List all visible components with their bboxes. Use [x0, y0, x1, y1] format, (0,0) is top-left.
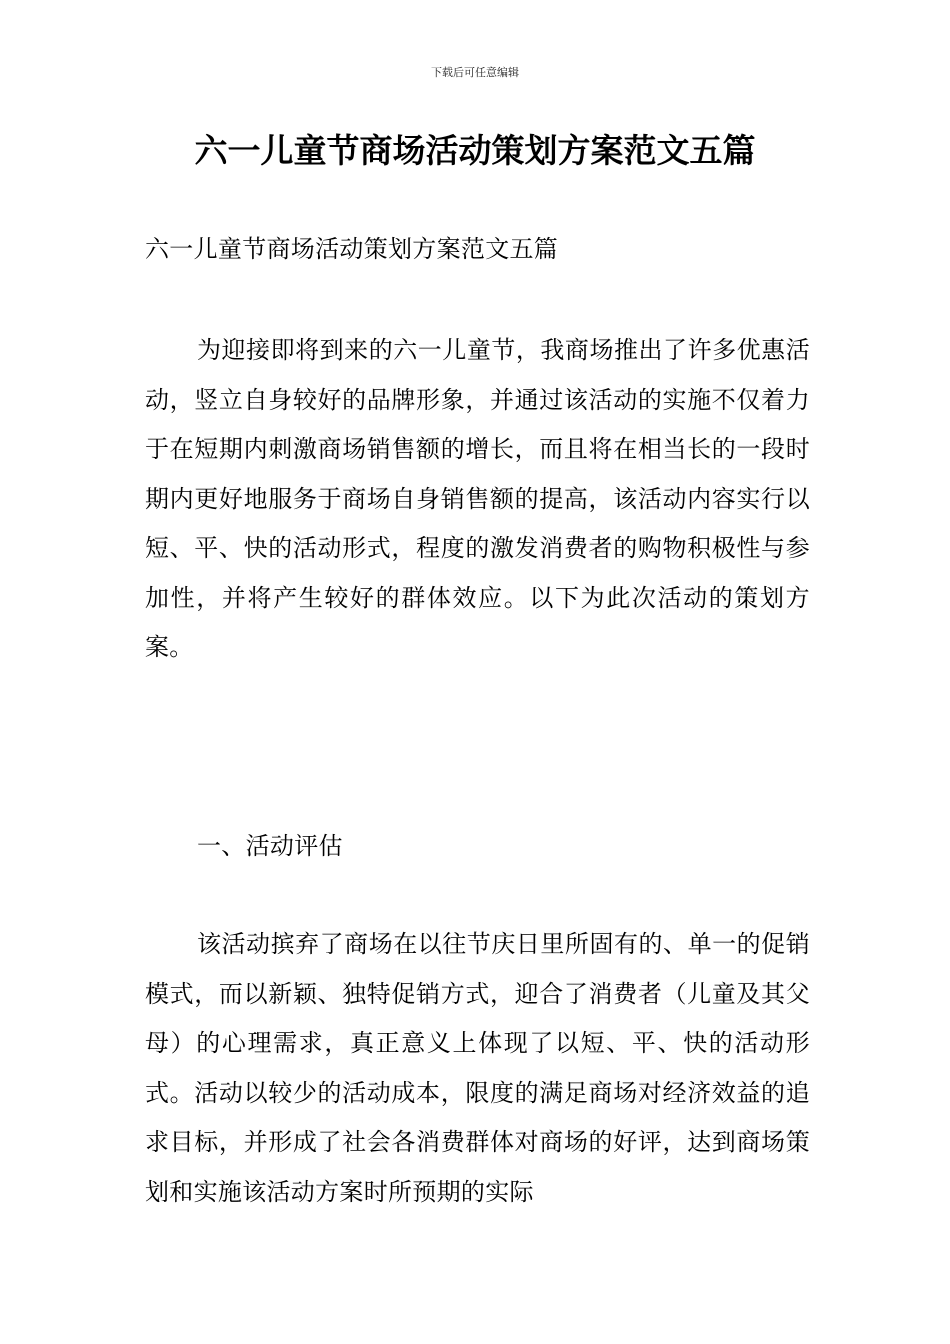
intro-paragraph: 为迎接即将到来的六一儿童节，我商场推出了许多优惠活动，竖立自身较好的品牌形象，并通过该活动的实施不仅着力于在短期内刺激商场销售额的增长，而且将在相当长的一段时期内更好地服务于商场自身销售额的提高，该活动内容实行以短、平、快的活动形式，程度的激发消费者的购物积极性与参加性，并将产生较好的群体效应。以下为此次活动的策划方案。 — [145, 336, 810, 661]
document-subtitle: 六一儿童节商场活动策划方案范文五篇 — [145, 235, 559, 263]
section-heading: 一、活动评估 — [197, 832, 343, 860]
evaluation-paragraph: 该活动摈弃了商场在以往节庆日里所固有的、单一的促销模式，而以新颖、独特促销方式，迎合了消费者（儿童及其父母）的心理需求，真正意义上体现了以短、平、快的活动形式。活动以较少的活动成本，限度的满足商场对经济效益的追求目标，并形成了社会各消费群体对商场的好评，达到商场策划和实施该活动方案时所预期的实际 — [145, 930, 810, 1206]
document-title: 六一儿童节商场活动策划方案范文五篇 — [194, 131, 756, 170]
header-note: 下载后可任意编辑 — [431, 66, 519, 79]
